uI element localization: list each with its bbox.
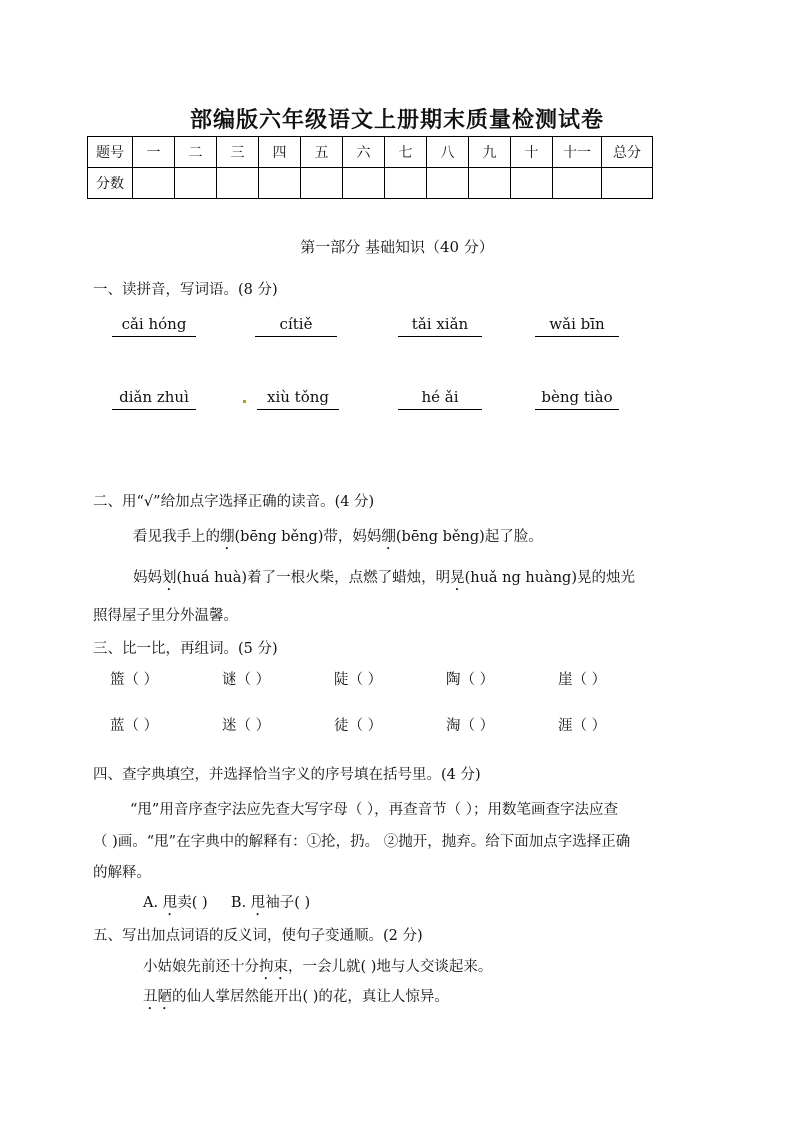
part1-title: 第一部分 基础知识（40 分） (300, 238, 494, 256)
pinyin-text: wǎi bīn (549, 315, 605, 333)
score-input-cell[interactable] (427, 168, 469, 199)
score-input-cell[interactable] (553, 168, 602, 199)
q2-title: 二、用“√”给加点字选择正确的读音。(4 分) (93, 494, 375, 510)
dot-mark (243, 400, 246, 403)
dotted-char: 绷 (220, 529, 235, 545)
q1-title: 一、读拼音，写词语。(8 分) (93, 282, 278, 298)
word-blank[interactable]: 迷（ ） (222, 718, 271, 734)
score-table-header-row (88, 137, 653, 168)
score-header-cell: 三 (217, 137, 259, 168)
q2-line-1 (133, 525, 543, 553)
pinyin-answer-blank[interactable] (257, 388, 339, 410)
score-table-score-row (88, 168, 653, 199)
score-input-cell[interactable] (469, 168, 511, 199)
q3-row-2 (110, 714, 670, 735)
score-input-cell[interactable] (217, 168, 259, 199)
score-input-cell[interactable] (175, 168, 217, 199)
q4-line-3: 的解释。 (93, 865, 151, 881)
pinyin-text: cǎi hóng (121, 315, 187, 333)
word-blank[interactable]: 徒（ ） (334, 718, 383, 734)
score-header-cell: 总分 (602, 137, 653, 168)
exam-title: 部编版六年级语文上册期末质量检测试卷 (189, 108, 604, 133)
pinyin-answer-blank[interactable] (112, 388, 196, 410)
score-header-cell: 二 (175, 137, 217, 168)
q2-choice-text[interactable]: (bēng běng)带，妈妈 (234, 529, 382, 545)
score-header-cell: 题号 (88, 137, 133, 168)
pinyin-answer-blank[interactable] (535, 315, 619, 337)
word-blank[interactable]: 篮（ ） (110, 672, 159, 688)
pinyin-answer-blank[interactable] (112, 315, 196, 337)
q5-line-1 (143, 955, 492, 983)
option-b-blank[interactable]: 袖子( ) (265, 895, 311, 911)
word-blank[interactable]: 崖（ ） (558, 672, 607, 688)
score-header-cell: 九 (469, 137, 511, 168)
q3-row-1 (110, 668, 670, 689)
word-blank[interactable]: 陶（ ） (446, 672, 495, 688)
option-a-blank[interactable]: 卖( ) (177, 895, 208, 911)
word-blank[interactable]: 淘（ ） (446, 718, 495, 734)
score-input-cell[interactable] (511, 168, 553, 199)
word-blank[interactable]: 蓝（ ） (110, 718, 159, 734)
pinyin-answer-blank[interactable] (398, 388, 482, 410)
word-blank[interactable]: 谜（ ） (222, 672, 271, 688)
q2-text: 看见我手上的 (133, 529, 220, 545)
dotted-char: 晃 (450, 570, 465, 586)
dotted-word: 拘束 (259, 959, 288, 975)
q4-title: 四、查字典填空，并选择恰当字义的序号填在括号里。(4 分) (93, 767, 481, 783)
pinyin-text: hé ǎi (421, 388, 459, 406)
score-header-cell: 十 (511, 137, 553, 168)
dotted-char: 甩 (250, 895, 266, 911)
score-input-cell[interactable] (343, 168, 385, 199)
option-letter: B. (230, 895, 251, 911)
score-header-cell: 一 (133, 137, 175, 168)
q2-text: 妈妈 (133, 570, 162, 586)
score-header-cell: 八 (427, 137, 469, 168)
pinyin-text: bèng tiào (541, 388, 613, 406)
q2-line-2 (133, 566, 635, 594)
q4-options (143, 891, 310, 919)
q3-title: 三、比一比，再组词。(5 分) (93, 641, 278, 657)
score-input-cell[interactable] (301, 168, 343, 199)
q5-title: 五、写出加点词语的反义词，使句子变通顺。(2 分) (93, 928, 423, 944)
dotted-char: 甩 (162, 895, 178, 911)
pinyin-text: diǎn zhuì (119, 388, 189, 406)
score-header-cell: 十一 (553, 137, 602, 168)
score-input-cell[interactable] (259, 168, 301, 199)
option-letter: A. (143, 895, 163, 911)
score-row-label: 分数 (88, 168, 133, 199)
pinyin-text: xiù tǒng (266, 388, 329, 406)
score-header-cell: 五 (301, 137, 343, 168)
q5-text: 小姑娘先前还十分 (143, 959, 259, 975)
dotted-word: 丑陋 (143, 989, 172, 1005)
pinyin-answer-blank[interactable] (255, 315, 337, 337)
score-input-cell[interactable] (385, 168, 427, 199)
score-input-cell[interactable] (133, 168, 175, 199)
score-header-cell: 七 (385, 137, 427, 168)
q2-line-3: 照得屋子里分外温馨。 (93, 608, 238, 624)
dotted-char: 绷 (381, 529, 396, 545)
dotted-char: 划 (162, 570, 177, 586)
pinyin-text: cítiě (279, 315, 313, 333)
score-header-cell: 四 (259, 137, 301, 168)
score-header-cell: 六 (343, 137, 385, 168)
pinyin-text: tǎi xiǎn (411, 315, 469, 333)
word-blank[interactable]: 陡（ ） (334, 672, 383, 688)
pinyin-answer-blank[interactable] (535, 388, 619, 410)
q4-line-1: “甩”用音序查字法应先查大写字母（ ），再查音节（ ）；用数笔画查字法应查 (130, 802, 619, 818)
q2-choice-text[interactable]: (huá huà)着了一根火柴，点燃了蜡烛，明 (176, 570, 451, 586)
q2-choice-text[interactable]: (bēng běng)起了脸。 (395, 529, 543, 545)
q5-line-2 (143, 985, 449, 1013)
pinyin-answer-blank[interactable] (398, 315, 482, 337)
score-table (87, 136, 653, 199)
antonym-blank[interactable]: ，一会儿就( )地与人交谈起来。 (288, 959, 493, 975)
q2-choice-text[interactable]: (huǎ ng huàng)晃的烛光 (464, 570, 635, 586)
q4-line-2: （ )画。“甩”在字典中的解释有：①抡，扔。 ②抛开，抛弃。给下面加点字选择正确 (93, 834, 631, 850)
word-blank[interactable]: 涯（ ） (558, 718, 607, 734)
antonym-blank[interactable]: 的仙人掌居然能开出( )的花，真让人惊异。 (172, 989, 449, 1005)
score-input-cell[interactable] (602, 168, 653, 199)
